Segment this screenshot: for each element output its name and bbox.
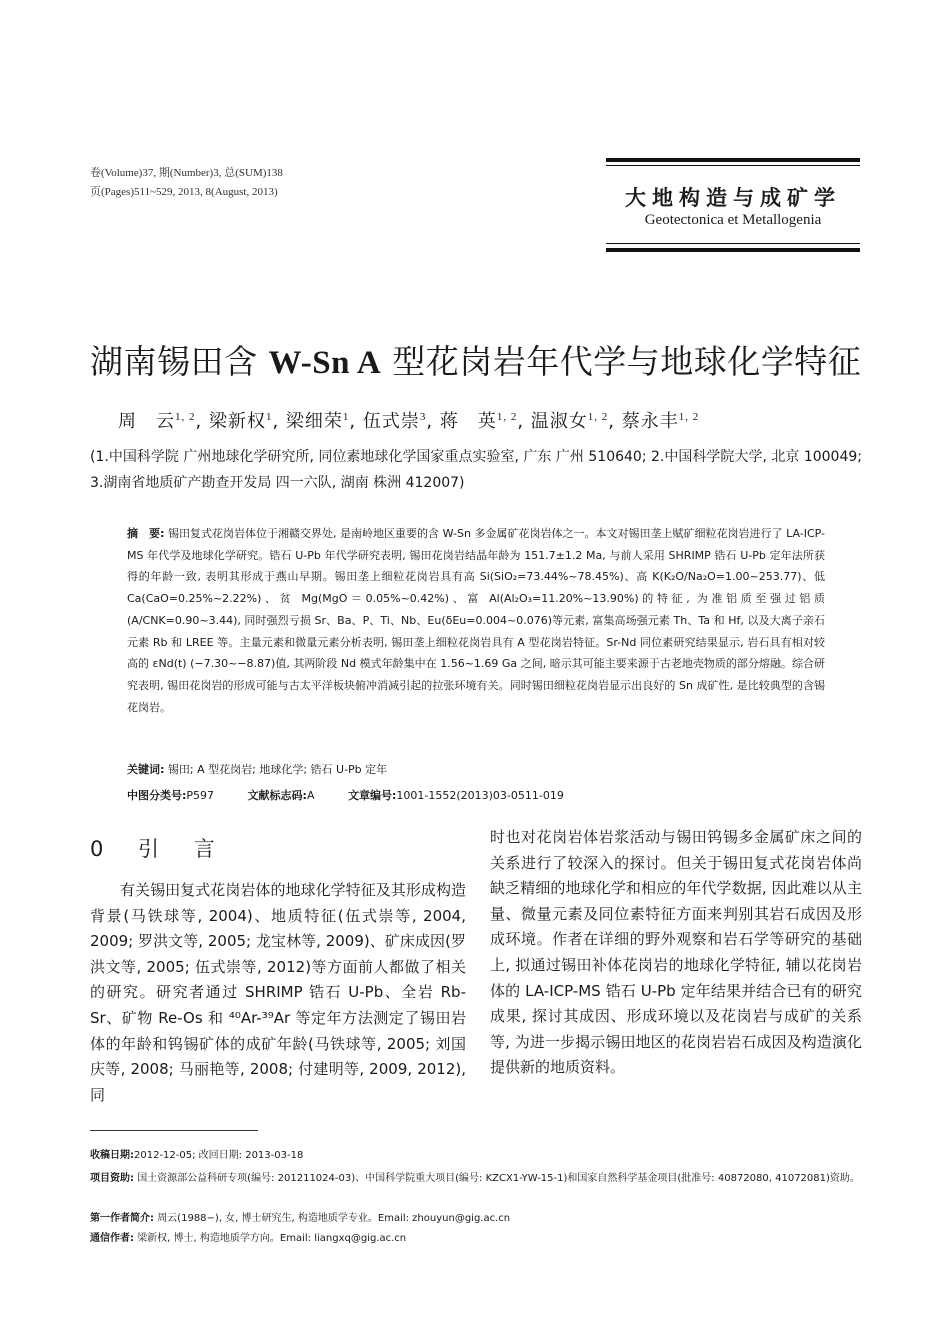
classification-line bbox=[127, 787, 825, 803]
journal-name-en: Geotectonica et Metallogenia bbox=[644, 212, 822, 228]
author: 温淑女$^{1, 2}$ bbox=[530, 411, 609, 432]
section-heading: 0 引 言 bbox=[90, 837, 229, 861]
keywords bbox=[127, 761, 825, 777]
author: 周 云$^{1, 2}$ bbox=[118, 411, 196, 432]
body-right-column: 时也对花岗岩体岩浆活动与锡田钨锡多金属矿床之间的关系进行了较深入的探讨。但关于锡田复式花岗岩体尚缺乏精细的地球化学和相应的年代学数据, 因此难以从主量、微量元素及同位素特征方面来判别其岩石成因及形成环境。作者在详细的野外观察和岩石学等研究的基础上, 拟通过锡田补体花岗岩的地球化学特征, 辅以花岗岩体的 LA-ICP-MS 锆石 U-Pb 定年结果并结合已有的研究成果, 探讨其成因、形成环境以及花岗岩与成矿的关系等, 为进一步揭示锡田地区的花岗岩岩石成因及构造演化提供新的地质资料。 bbox=[490, 828, 862, 1077]
journal-name-cn: 大地构造与成矿学 bbox=[625, 186, 841, 210]
masthead-rule-bottom bbox=[606, 248, 860, 252]
volume-line: 卷(Volume)37, 期(Number)3, 总(SUM)138 bbox=[90, 167, 283, 179]
journal-masthead bbox=[606, 158, 860, 254]
abstract-text: 锡田复式花岗岩体位于湘赣交界处, 是南岭地区重要的含 W-Sn 多金属矿花岗岩体之一。本文对锡田垄上赋矿细粒花岗岩进行了 LA-ICP-MS 年代学及地球化学研究。锆石 U-Pb 年代学研究表明, 锡田花岗岩结晶年龄为 151.7±1.2 Ma, 与前人采用 SHRIMP 锆石 U-Pb 定年法所获得的年龄一致, 表明其形成于燕山早期。锡田垄上细粒花岗岩具有高 Si(SiO₂=73.44%~78.45%)、高 K(K₂O/Na₂O=1.00~253.77)、低 Ca(CaO=0.25%~2.22%)、贫 Mg(MgO＝0.05%~0.42%)、富 Al(Al₂O₃=11.20%~13.90%)的特征, 为准铝质至强过铝质(A/CNK=0.90~3.44), 同时强烈亏损 Sr、Ba、P、Ti、Nb、Eu(δEu=0.004~0.076)等元素, 富集高场强元素 Th、Ta 和 Hf, 以及大离子亲石元素 Rb 和 LREE 等。主量元素和微量元素分析表明, 锡田垄上细粒花岗岩具有 A 型花岗岩特征。Sr-Nd 同位素研究结果显示, 岩石具有相对较高的 εNd(t) (−7.30~−8.87)值, 其两阶段 Nd 模式年龄集中在 1.56~1.69 Ga 之间, 暗示其可能主要来源于古老地壳物质的部分熔融。综合研究表明, 锡田花岗岩的形成可能与古太平洋板块俯冲消减引起的拉张环境有关。同时锡田细粒花岗岩显示出良好的 Sn 成矿性, 是比较典型的含锡花岗岩。 bbox=[127, 527, 825, 714]
masthead-rule-top bbox=[606, 158, 860, 162]
pages-line: 页(Pages)511~529, 2013, 8(August, 2013) bbox=[90, 186, 278, 198]
footnote-first-author: 第一作者简介: 周云(1988−), 女, 博士研究生, 构造地质学专业。Email: zhouyun@gig.ac.cn bbox=[90, 1213, 511, 1224]
volume-info bbox=[90, 164, 283, 202]
article-id: 文章编号:1001-1552(2013)03-0511-019 bbox=[347, 789, 564, 802]
keywords-text: 锡田; A 型花岗岩; 地球化学; 锆石 U-Pb 定年 bbox=[167, 763, 388, 776]
footnote-received: 收稿日期:2012-12-05; 改回日期: 2013-03-18 bbox=[90, 1150, 304, 1161]
author-list: 周 云$^{1, 2}$, 梁新权$^1$, 梁细荣$^1$, 伍式崇$^3$, 蒋 英$^{1, 2}$, 温淑女$^{1, 2}$, 蔡永丰$^{1, 2}$ bbox=[118, 411, 700, 432]
author: 伍式崇$^3$ bbox=[362, 411, 427, 432]
body-left-column: 有关锡田复式花岗岩体的地球化学特征及其形成构造背景(马铁球等, 2004)、地质特征(伍式崇等, 2004, 2009; 罗洪文等, 2005; 龙宝林等, 2009)、矿床成因(罗洪文等, 2005; 伍式崇等, 2012)等方面前人都做了相关的研究。研究者通过 SHRIMP 锆石 U-Pb、全岩 Rb-Sr、矿物 Re-Os 和 ⁴⁰Ar-³⁹Ar 等定年方法测定了锡田岩体的年龄和钨锡矿体的成矿年龄(马铁球等, 2005; 刘国庆等, 2008; 马丽艳等, 2008; 付建明等, 2009, 2012), 同 bbox=[90, 881, 466, 1104]
title-part-2: W-Sn A bbox=[268, 345, 382, 381]
clc: 中图分类号:P597 bbox=[127, 789, 215, 802]
author: 蒋 英$^{1, 2}$ bbox=[439, 411, 518, 432]
footnote-divider bbox=[90, 1130, 258, 1131]
doc-code: 文献标志码:A bbox=[247, 789, 315, 802]
footnote-corresponding: 通信作者: 梁新权, 博士, 构造地质学方向。Email: liangxq@gig.ac.cn bbox=[90, 1233, 407, 1244]
abstract-label: 摘 要: bbox=[127, 527, 165, 540]
author: 梁细荣$^1$ bbox=[285, 411, 350, 432]
masthead-rule-top-thin bbox=[606, 165, 860, 166]
footnote-funding: 项目资助: 国土资源部公益科研专项(编号: 201211024-03)、中国科学院重大项目(编号: KZCX1-YW-15-1)和国家自然科学基金项目(批准号: 40872080, 41072081)资助。 bbox=[90, 1173, 860, 1184]
author: 蔡永丰$^{1, 2}$ bbox=[621, 411, 700, 432]
masthead-rule-bottom-thin bbox=[606, 243, 860, 244]
title-part-1: 湖南锡田含 bbox=[90, 342, 269, 381]
keywords-label: 关键词: bbox=[127, 763, 165, 776]
title-part-3: 型花岗岩年代学与地球化学特征 bbox=[381, 342, 862, 381]
paper-title bbox=[90, 336, 870, 383]
affiliations: (1.中国科学院 广州地球化学研究所, 同位素地球化学国家重点实验室, 广东 广州 510640; 2.中国科学院大学, 北京 100049; 3.湖南省地质矿产勘查开发局 四一六队, 湖南 株洲 412007) bbox=[90, 449, 862, 491]
abstract bbox=[127, 523, 825, 718]
author: 梁新权$^1$ bbox=[208, 411, 273, 432]
